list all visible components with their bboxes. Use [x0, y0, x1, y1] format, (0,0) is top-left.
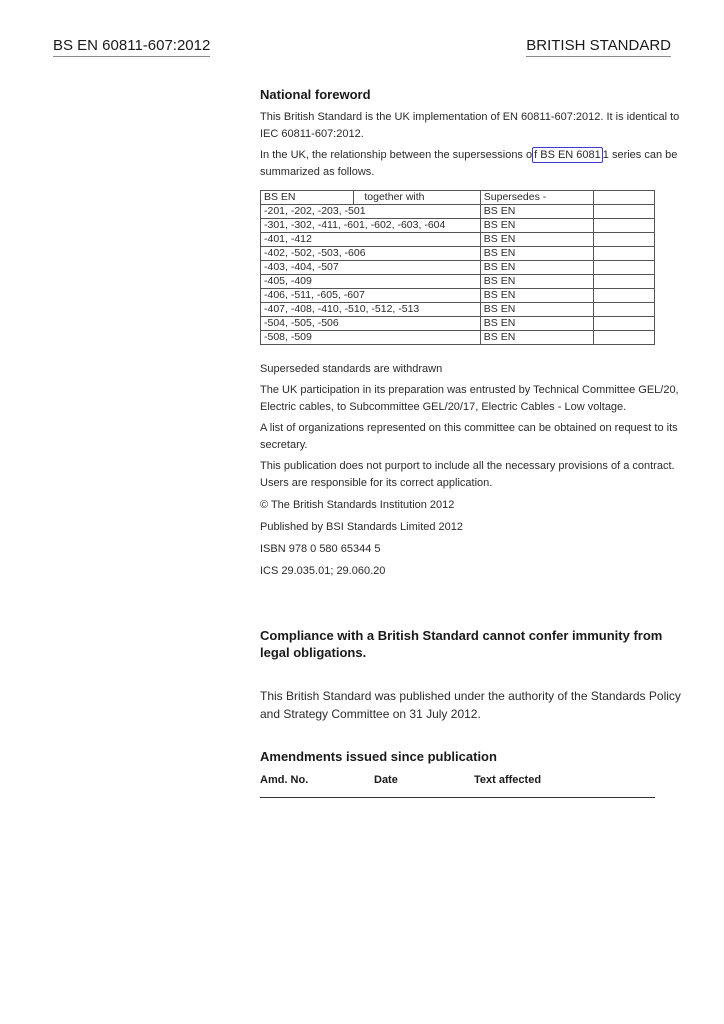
- supersession-table: [260, 190, 655, 345]
- table-cell-parts: -401, -412: [261, 233, 481, 247]
- highlighted-reference: f BS EN 6081: [534, 149, 601, 161]
- table-cell-parts: -201, -202, -203, -501: [261, 205, 481, 219]
- organizations-paragraph: A list of organizations represented on this committee can be obtained on request to its secretary.: [260, 422, 678, 451]
- ics-line: ICS 29.035.01; 29.060.20: [260, 565, 386, 577]
- table-cell-supersedes: BS EN: [480, 219, 593, 233]
- table-cell-empty: [594, 317, 655, 331]
- table-cell-empty: [594, 219, 655, 233]
- table-cell-supersedes: BS EN: [480, 317, 593, 331]
- table-row: [261, 303, 655, 317]
- table-cell-supersedes: BS EN: [480, 331, 593, 345]
- table-header-empty: [594, 191, 655, 205]
- amendments-col-text: Text affected: [474, 774, 542, 786]
- table-cell-empty: [594, 247, 655, 261]
- table-cell-empty: [594, 331, 655, 345]
- foreword-paragraph-1: This British Standard is the UK implementation of EN 60811-607:2012. It is identical to IEC 60811-607:2012.: [260, 111, 680, 140]
- table-cell-empty: [594, 275, 655, 289]
- isbn-line: ISBN 978 0 580 65344 5: [260, 543, 381, 555]
- p2-text-after: 1 series can be summarized as follows.: [260, 149, 678, 178]
- compliance-statement: Compliance with a British Standard cannot confer immunity from legal obligations.: [260, 628, 663, 660]
- table-header-together-with: together with: [354, 191, 480, 205]
- table-row: [261, 233, 655, 247]
- body-section: [260, 361, 684, 580]
- table-cell-supersedes: BS EN: [480, 247, 593, 261]
- amendments-col-date: Date: [374, 774, 398, 786]
- amendments-title: Amendments issued since publication: [260, 749, 497, 764]
- header-standard-type: BRITISH STANDARD: [526, 37, 671, 57]
- table-cell-supersedes: BS EN: [480, 289, 593, 303]
- table-header-bs-en: BS EN: [261, 191, 354, 205]
- table-cell-parts: -405, -409: [261, 275, 481, 289]
- table-cell-empty: [594, 289, 655, 303]
- table-cell-empty: [594, 205, 655, 219]
- publication-statement: This British Standard was published under the authority of the Standards Policy and Strategy Committee on 31 July 2012.: [260, 689, 681, 721]
- copyright-line: © The British Standards Institution 2012: [260, 499, 455, 511]
- table-cell-empty: [594, 261, 655, 275]
- table-cell-parts: -508, -509: [261, 331, 481, 345]
- table-cell-parts: -407, -408, -410, -510, -512, -513: [261, 303, 481, 317]
- participation-paragraph: The UK participation in its preparation was entrusted by Technical Committee GEL/20, Electric cables, to Subcommittee GEL/20/17, Electric Cables - Low voltage.: [260, 384, 679, 413]
- table-cell-supersedes: BS EN: [480, 275, 593, 289]
- table-row: [261, 317, 655, 331]
- withdrawn-note: Superseded standards are withdrawn: [260, 363, 443, 375]
- table-row: [261, 289, 655, 303]
- table-cell-supersedes: BS EN: [480, 261, 593, 275]
- table-cell-empty: [594, 303, 655, 317]
- published-line: Published by BSI Standards Limited 2012: [260, 521, 464, 533]
- table-cell-supersedes: BS EN: [480, 233, 593, 247]
- table-row: [261, 275, 655, 289]
- p2-text-before: In the UK, the relationship between the supersessions o: [260, 149, 533, 161]
- table-cell-parts: -403, -404, -507: [261, 261, 481, 275]
- table-row: [261, 261, 655, 275]
- amendments-divider: [260, 797, 655, 798]
- table-header-supersedes: Supersedes -: [480, 191, 593, 205]
- table-row: [261, 331, 655, 345]
- foreword-title: National foreword: [260, 87, 371, 102]
- table-cell-parts: -301, -302, -411, -601, -602, -603, -604: [261, 219, 481, 233]
- table-cell-supersedes: BS EN: [480, 303, 593, 317]
- header-document-number: BS EN 60811-607:2012: [53, 37, 210, 57]
- table-row: [261, 247, 655, 261]
- foreword-section: [260, 87, 684, 181]
- table-cell-parts: -504, -505, -506: [261, 317, 481, 331]
- foreword-paragraph-2: [260, 147, 684, 181]
- table-header-row: [261, 191, 655, 205]
- table-row: [261, 219, 655, 233]
- table-cell-parts: -406, -511, -605, -607: [261, 289, 481, 303]
- table-row: [261, 205, 655, 219]
- table-cell-supersedes: BS EN: [480, 205, 593, 219]
- amendments-col-amd-no: Amd. No.: [260, 774, 309, 786]
- table-cell-empty: [594, 233, 655, 247]
- table-cell-parts: -402, -502, -503, -606: [261, 247, 481, 261]
- contract-paragraph: This publication does not purport to include all the necessary provisions of a contract. Users are responsible for its correct application.: [260, 460, 675, 489]
